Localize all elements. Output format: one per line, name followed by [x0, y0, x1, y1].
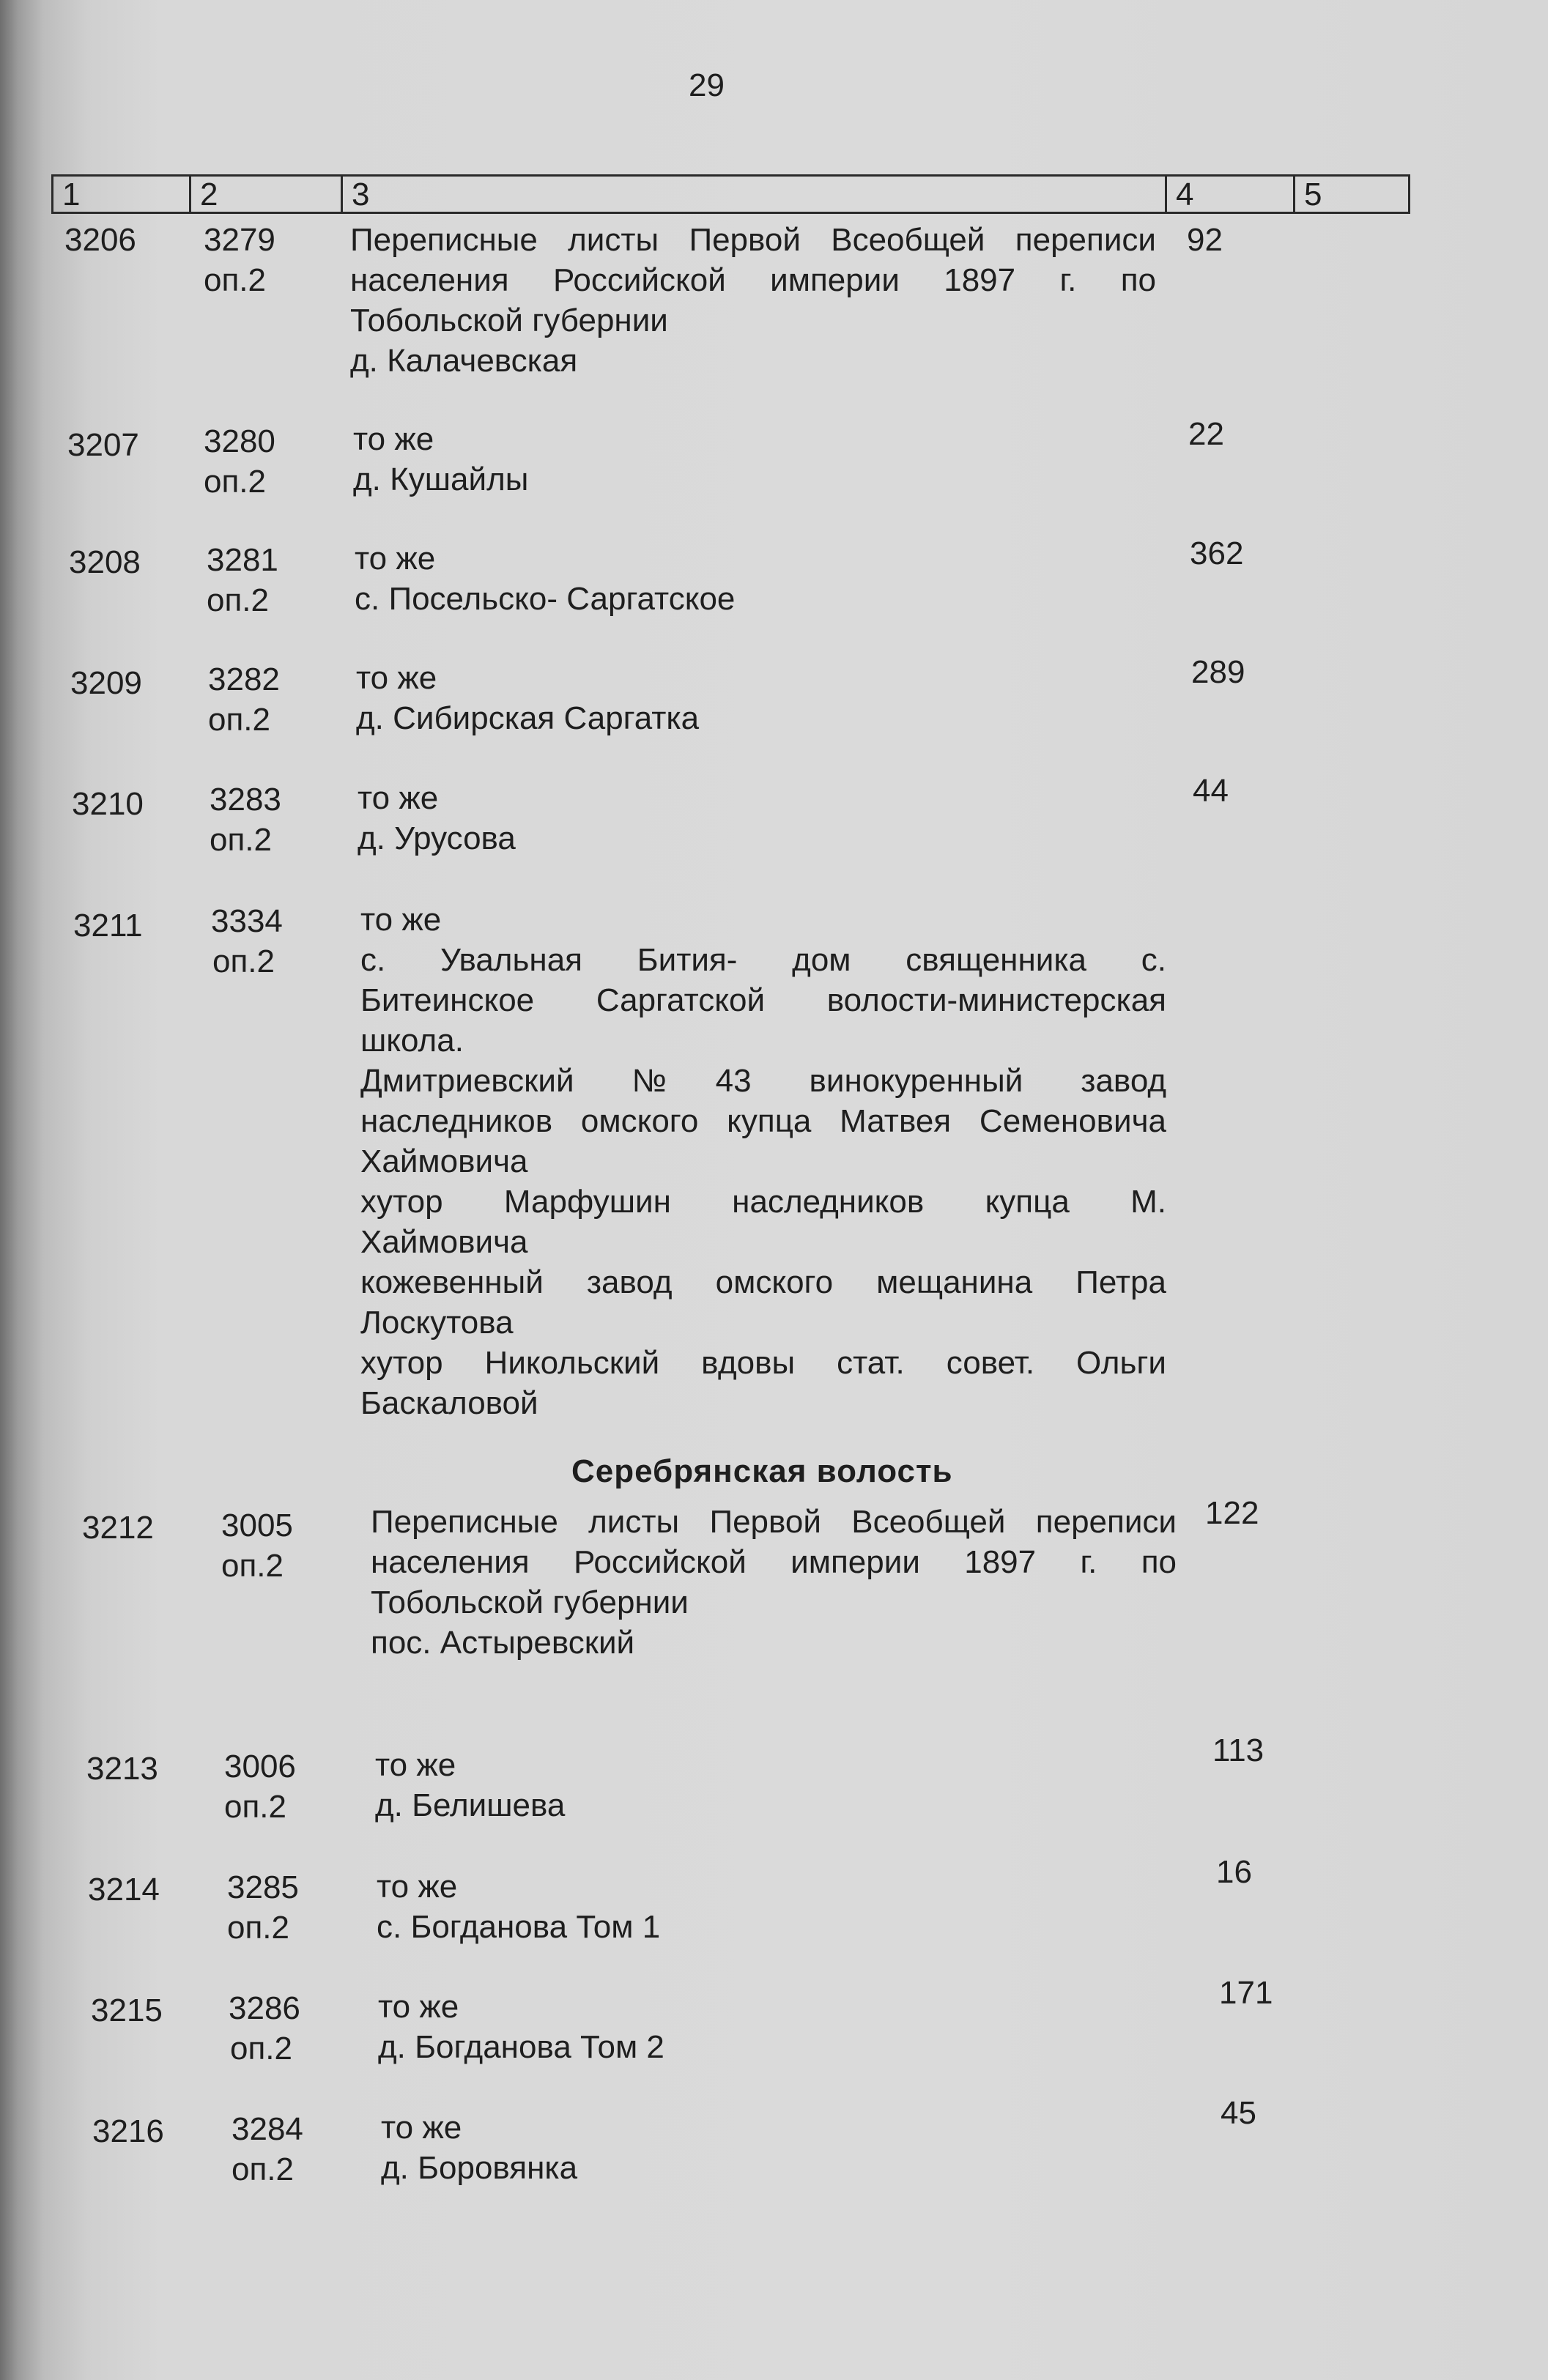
inventory-number: оп.2: [221, 1548, 284, 1584]
header-col-3: 3: [341, 177, 1165, 212]
description-line: Лоскутова: [360, 1305, 514, 1341]
description: [356, 658, 1169, 738]
header-col-1: 1: [62, 177, 81, 212]
table-header-row: [51, 174, 1410, 214]
description-line: д. Сибирская Саргатка: [356, 700, 700, 736]
page-number: 29: [689, 67, 725, 103]
fund-number: 3005: [221, 1508, 293, 1543]
inventory-number: оп.2: [230, 2031, 292, 2066]
description-line: д. Боровянка: [381, 2150, 578, 2186]
fund-number: 3334: [211, 903, 283, 939]
description: [350, 220, 1156, 381]
description-line: то же: [378, 1989, 459, 2025]
description: [377, 1866, 1190, 1947]
sheet-count: 362: [1190, 535, 1244, 571]
description-line: д. Богданова Том 2: [378, 2029, 664, 2065]
description-line: д. Кушайлы: [353, 461, 529, 497]
description-line: д. Калачевская: [350, 343, 578, 379]
description-line: то же: [355, 541, 436, 577]
header-col-5: 5: [1293, 177, 1408, 212]
description-line: то же: [360, 902, 442, 938]
description-line: то же: [381, 2110, 462, 2146]
inventory-number: оп.2: [208, 702, 270, 738]
row-number: 3208: [69, 544, 141, 580]
description-line: с. Посельско- Саргатское: [355, 581, 736, 617]
header-col-4: 4: [1165, 177, 1293, 212]
description: [378, 1987, 1191, 2067]
description-line: то же: [358, 780, 439, 816]
sheet-count: 171: [1219, 1975, 1273, 2011]
description-line: д. Урусова: [358, 820, 516, 856]
description: [371, 1502, 1177, 1663]
description-line: Хаймовича: [360, 1224, 528, 1260]
inventory-number: оп.2: [227, 1910, 289, 1946]
description-line: Переписные листы Первой Всеобщей переписи: [350, 222, 1156, 258]
description-line: населения Российской империи 1897 г. по: [371, 1544, 1177, 1580]
inventory-number: оп.2: [212, 944, 275, 979]
description-line: то же: [375, 1747, 456, 1783]
fund-number: 3006: [224, 1749, 296, 1784]
description-line: Тобольской губернии: [350, 303, 668, 338]
fund-number: 3281: [207, 542, 278, 578]
inventory-number: оп.2: [207, 582, 269, 618]
sheet-count: 113: [1212, 1732, 1264, 1768]
description-line: хутор Никольский вдовы стат. совет. Ольги: [360, 1345, 1166, 1381]
description-line: Хаймовича: [360, 1143, 528, 1179]
fund-number: 3283: [210, 782, 281, 818]
row-number: 3206: [64, 222, 136, 258]
header-col-2: 2: [189, 177, 341, 212]
description-line: Дмитриевский №43 винокуренный завод: [360, 1063, 1166, 1099]
row-number: 3213: [86, 1751, 158, 1787]
row-number: 3210: [72, 786, 144, 822]
description-line: Тобольской губернии: [371, 1584, 689, 1620]
description-line: с. Богданова Том 1: [377, 1909, 661, 1945]
section-title: Серебрянская волость: [571, 1453, 953, 1489]
inventory-number: оп.2: [224, 1789, 286, 1825]
row-number: 3212: [82, 1510, 154, 1546]
sheet-count: 16: [1216, 1854, 1252, 1890]
sheet-count: 289: [1191, 654, 1245, 690]
row-number: 3214: [88, 1872, 160, 1908]
description-line: то же: [377, 1869, 458, 1905]
inventory-number: оп.2: [232, 2151, 294, 2187]
fund-number: 3282: [208, 661, 280, 697]
description: [381, 2107, 1194, 2188]
description-line: Баскаловой: [360, 1385, 538, 1421]
sheet-count: 92: [1187, 222, 1223, 258]
sheet-count: 44: [1193, 773, 1229, 809]
row-number: 3216: [92, 2113, 164, 2149]
description-line: населения Российской империи 1897 г. по: [350, 262, 1156, 298]
description: [360, 900, 1166, 1423]
inventory-number: оп.2: [204, 464, 266, 500]
inventory-number: оп.2: [204, 262, 266, 298]
description-line: Переписные листы Первой Всеобщей переписи: [371, 1504, 1177, 1540]
row-number: 3207: [67, 427, 139, 463]
description: [355, 538, 1168, 619]
description-line: с. Увальная Бития- дом священника с.: [360, 942, 1166, 978]
description-line: д. Белишева: [375, 1787, 566, 1823]
description-line: кожевенный завод омского мещанина Петра: [360, 1264, 1166, 1300]
description: [358, 778, 1171, 859]
description-line: наследников омского купца Матвея Семеновича: [360, 1103, 1166, 1139]
fund-number: 3280: [204, 423, 275, 459]
sheet-count: 45: [1221, 2095, 1256, 2131]
row-number: 3209: [70, 665, 142, 701]
fund-number: 3279: [204, 222, 275, 258]
fund-number: 3285: [227, 1869, 299, 1905]
description-line: школа.: [360, 1023, 464, 1059]
description-line: пос. Астыревский: [371, 1625, 635, 1661]
description-line: Битеинское Саргатской волости-министерская: [360, 982, 1166, 1018]
row-number: 3211: [73, 908, 143, 944]
description-line: то же: [353, 421, 434, 457]
sheet-count: 22: [1188, 416, 1224, 452]
row-number: 3215: [91, 1992, 163, 2028]
description: [375, 1745, 1188, 1825]
description: [353, 419, 1166, 500]
description-line: хутор Марфушин наследников купца М.: [360, 1184, 1166, 1220]
fund-number: 3286: [229, 1990, 300, 2026]
inventory-number: оп.2: [210, 822, 272, 858]
sheet-count: 122: [1205, 1495, 1259, 1531]
fund-number: 3284: [232, 2111, 303, 2147]
description-line: то же: [356, 660, 437, 696]
